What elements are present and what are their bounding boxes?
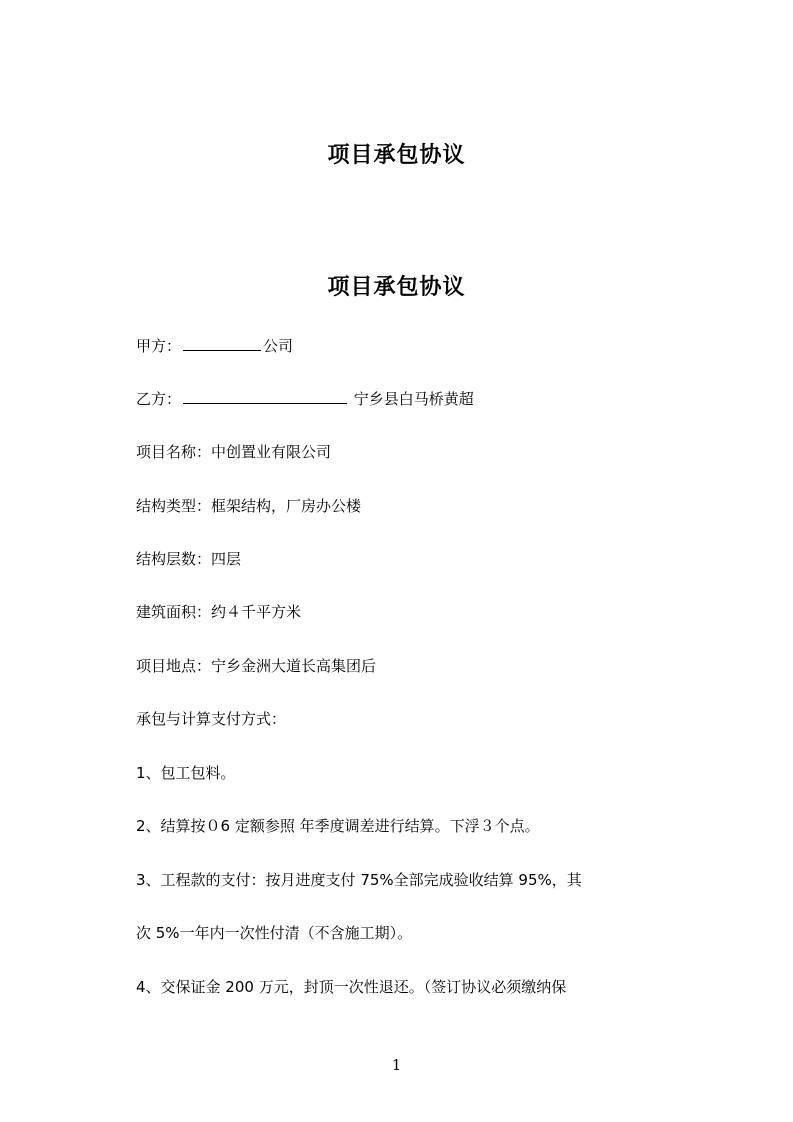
party-a-label: 甲方： <box>136 337 182 355</box>
party-b-blank <box>183 389 347 404</box>
document-title: 项目承包协议 <box>327 275 466 300</box>
party-a-suffix: 公司 <box>263 337 294 355</box>
structure-type: 结构类型：框架结构，厂房办公楼 <box>136 497 362 515</box>
clause-item: 次 5%一年内一次性付清（不含施工期）。 <box>136 924 413 942</box>
payment-method-heading: 承包与计算支付方式： <box>136 710 287 728</box>
party-b-label: 乙方： <box>136 390 182 408</box>
building-area: 建筑面积：约４千平方米 <box>136 603 302 621</box>
party-b-suffix: 宁乡县白马桥黄超 <box>349 390 474 408</box>
party-a-blank <box>183 336 261 351</box>
clause-item: 1、包工包料。 <box>136 764 236 782</box>
clause-item: 2、结算按０6 定额参照 年季度调差进行结算。下浮３个点。 <box>136 817 540 835</box>
clause-item: 4、交保证金 200 万元，封顶一次性退还。（签订协议必须缴纳保 <box>136 978 567 996</box>
page-number: 1 <box>391 1056 402 1074</box>
project-name: 项目名称：中创置业有限公司 <box>136 443 332 461</box>
structure-floors: 结构层数：四层 <box>136 550 242 568</box>
party-b-line <box>136 389 474 409</box>
clause-item: 3、工程款的支付：按月进度支付 75%全部完成验收结算 95%，其 <box>136 871 582 889</box>
project-location: 项目地点：宁乡金洲大道长高集团后 <box>136 657 377 675</box>
cover-title: 项目承包协议 <box>327 143 466 168</box>
party-a-line <box>136 336 293 356</box>
